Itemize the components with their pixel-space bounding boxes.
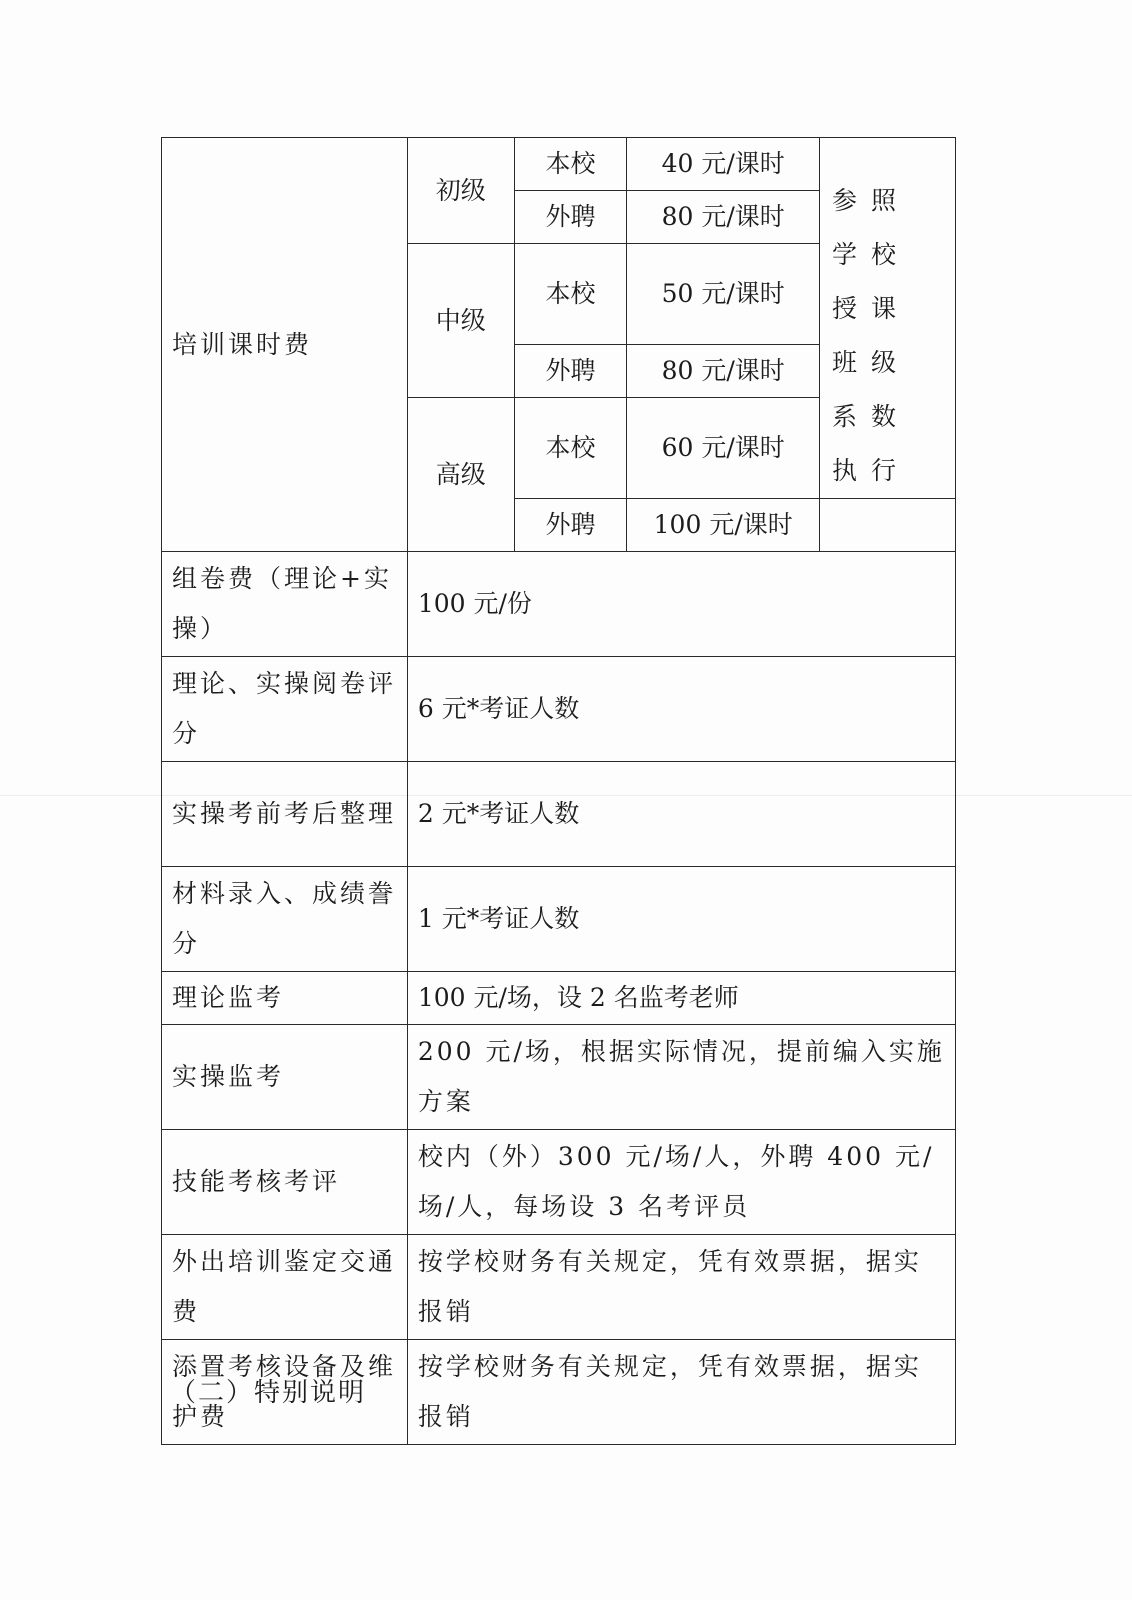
hourly-rate: 50 元/课时 <box>627 244 819 345</box>
coefficient-note: 参照学校授课班级系数执行 <box>819 138 955 499</box>
hourly-rate: 100 元/课时 <box>627 499 819 552</box>
fee-item: 添置考核设备及维护费 <box>162 1340 408 1445</box>
fee-standard: 200 元/场，根据实际情况，提前编入实施方案 <box>407 1025 955 1130</box>
fee-standard: 100 元/份 <box>407 552 955 657</box>
fee-item: 技能考核考评 <box>162 1130 408 1235</box>
teacher-type: 外聘 <box>514 499 627 552</box>
fee-standard: 6 元*考证人数 <box>407 657 955 762</box>
fee-standard: 按学校财务有关规定，凭有效票据，据实报销 <box>407 1235 955 1340</box>
section-heading: （二）特别说明 <box>170 1378 367 1408</box>
fee-standard: 按学校财务有关规定，凭有效票据，据实报销 <box>407 1340 955 1445</box>
table-row <box>162 867 956 972</box>
hourly-rate: 80 元/课时 <box>627 345 819 398</box>
fee-standard: 校内（外）300 元/场/人，外聘 400 元/场/人，每场设 3 名考评员 <box>407 1130 955 1235</box>
hourly-rate: 40 元/课时 <box>627 138 819 191</box>
level-name: 初级 <box>407 138 514 244</box>
fee-item: 实操监考 <box>162 1025 408 1130</box>
teacher-type: 本校 <box>514 138 627 191</box>
table-row <box>162 762 956 867</box>
fee-item: 材料录入、成绩誊分 <box>162 867 408 972</box>
table-row <box>162 1025 956 1130</box>
teacher-type: 外聘 <box>514 345 627 398</box>
table-row <box>162 972 956 1025</box>
teacher-type: 外聘 <box>514 191 627 244</box>
training-fee-label: 培训课时费 <box>162 138 408 552</box>
table-row <box>162 138 956 191</box>
fee-standard: 100 元/场，设 2 名监考老师 <box>407 972 955 1025</box>
hourly-rate: 80 元/课时 <box>627 191 819 244</box>
fee-item: 外出培训鉴定交通费 <box>162 1235 408 1340</box>
level-name: 高级 <box>407 398 514 552</box>
fee-standard: 2 元*考证人数 <box>407 762 955 867</box>
fee-item: 理论、实操阅卷评分 <box>162 657 408 762</box>
fee-standard: 1 元*考证人数 <box>407 867 955 972</box>
fee-standard-table <box>161 137 956 1445</box>
hourly-rate: 60 元/课时 <box>627 398 819 499</box>
table-row <box>162 552 956 657</box>
table-row <box>162 1235 956 1340</box>
empty-cell <box>819 499 955 552</box>
teacher-type: 本校 <box>514 398 627 499</box>
fee-item: 组卷费（理论+实操） <box>162 552 408 657</box>
fee-item: 实操考前考后整理 <box>162 762 408 867</box>
table-row <box>162 1130 956 1235</box>
fee-item: 理论监考 <box>162 972 408 1025</box>
table-row <box>162 657 956 762</box>
level-name: 中级 <box>407 244 514 398</box>
teacher-type: 本校 <box>514 244 627 345</box>
